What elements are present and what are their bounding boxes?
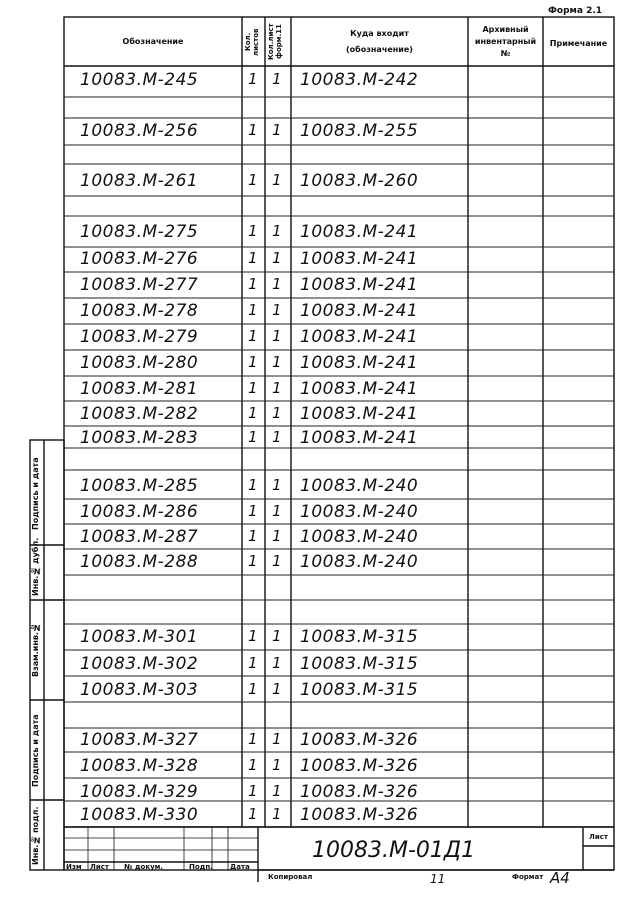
row-sheets: 1: [248, 627, 258, 645]
row-parent: 10083.М-240: [300, 552, 419, 572]
row-parent: 10083.М-241: [300, 327, 419, 347]
row-parent: 10083.М-326: [300, 805, 419, 825]
row-forms: 1: [272, 121, 282, 139]
row-sheets: 1: [248, 476, 258, 494]
row-parent: 10083.М-241: [300, 301, 419, 321]
row-parent: 10083.М-315: [300, 680, 419, 700]
row-forms: 1: [272, 70, 282, 88]
row-parent: 10083.М-326: [300, 756, 419, 776]
row-designation: 10083.М-330: [80, 805, 199, 825]
row-designation: 10083.М-302: [80, 654, 199, 674]
row-sheets: 1: [248, 805, 258, 823]
header-note: Примечание: [549, 39, 608, 48]
row-designation: 10083.М-286: [80, 502, 199, 522]
row-sheets: 1: [248, 121, 258, 139]
stamp-copied-mark: 11: [430, 872, 446, 886]
stamp-change: Изм: [66, 863, 82, 871]
row-forms: 1: [272, 404, 282, 422]
row-designation: 10083.М-329: [80, 782, 199, 802]
row-designation: 10083.М-288: [80, 552, 199, 572]
row-parent: 10083.М-241: [300, 404, 419, 424]
row-designation: 10083.М-281: [80, 379, 199, 399]
row-designation: 10083.М-245: [80, 70, 199, 90]
row-designation: 10083.М-287: [80, 527, 199, 547]
row-parent: 10083.М-260: [300, 171, 419, 191]
side-label-sign-date-2: Подпись и дата: [31, 714, 40, 788]
row-sheets: 1: [248, 327, 258, 345]
row-forms: 1: [272, 476, 282, 494]
row-parent: 10083.М-241: [300, 222, 419, 242]
row-forms: 1: [272, 275, 282, 293]
row-designation: 10083.М-327: [80, 730, 199, 750]
row-designation: 10083.М-301: [80, 627, 199, 647]
row-parent: 10083.М-326: [300, 782, 419, 802]
row-sheets: 1: [248, 552, 258, 570]
row-forms: 1: [272, 756, 282, 774]
row-designation: 10083.М-261: [80, 171, 199, 191]
row-forms: 1: [272, 222, 282, 240]
row-forms: 1: [272, 327, 282, 345]
row-parent: 10083.М-241: [300, 353, 419, 373]
row-sheets: 1: [248, 249, 258, 267]
header-where-used: Куда входит: [350, 29, 409, 38]
stamp-doc-no: № докум.: [124, 863, 164, 871]
row-sheets: 1: [248, 680, 258, 698]
row-designation: 10083.М-275: [80, 222, 199, 242]
row-sheets: 1: [248, 502, 258, 520]
row-forms: 1: [272, 680, 282, 698]
row-sheets: 1: [248, 301, 258, 319]
row-forms: 1: [272, 249, 282, 267]
row-sheets: 1: [248, 527, 258, 545]
row-sheets: 1: [248, 730, 258, 748]
row-forms: 1: [272, 730, 282, 748]
header-archive-3: №: [500, 49, 511, 58]
row-forms: 1: [272, 171, 282, 189]
row-forms: 1: [272, 805, 282, 823]
stamp-sheet-label: Лист: [589, 833, 608, 841]
header-designation: Обозначение: [122, 37, 184, 46]
stamp-date: Дата: [230, 863, 250, 871]
row-parent: 10083.М-315: [300, 627, 419, 647]
row-forms: 1: [272, 627, 282, 645]
row-parent: 10083.М-255: [300, 121, 419, 141]
row-forms: 1: [272, 782, 282, 800]
stamp-format-label: Формат: [512, 873, 544, 881]
row-sheets: 1: [248, 379, 258, 397]
row-designation: 10083.М-303: [80, 680, 199, 700]
row-forms: 1: [272, 527, 282, 545]
row-sheets: 1: [248, 353, 258, 371]
stamp-format-value: А4: [550, 869, 570, 887]
row-sheets: 1: [248, 70, 258, 88]
row-sheets: 1: [248, 222, 258, 240]
row-designation: 10083.М-279: [80, 327, 199, 347]
row-designation: 10083.М-328: [80, 756, 199, 776]
header-format-count: Кол.лист форм.11: [267, 23, 283, 61]
row-sheets: 1: [248, 404, 258, 422]
row-sheets: 1: [248, 654, 258, 672]
row-forms: 1: [272, 379, 282, 397]
row-parent: 10083.М-241: [300, 379, 419, 399]
row-forms: 1: [272, 552, 282, 570]
side-label-replaced-inv: Взам.инв.№: [31, 623, 40, 677]
row-forms: 1: [272, 654, 282, 672]
row-sheets: 1: [248, 428, 258, 446]
row-parent: 10083.М-241: [300, 275, 419, 295]
row-designation: 10083.М-277: [80, 275, 199, 295]
side-label-inv-original: Инв.№ подл.: [31, 806, 40, 866]
row-parent: 10083.М-242: [300, 70, 419, 90]
row-designation: 10083.М-283: [80, 428, 199, 448]
row-forms: 1: [272, 428, 282, 446]
row-parent: 10083.М-240: [300, 502, 419, 522]
row-sheets: 1: [248, 275, 258, 293]
row-parent: 10083.М-241: [300, 249, 419, 269]
row-parent: 10083.М-240: [300, 527, 419, 547]
row-sheets: 1: [248, 756, 258, 774]
form-label: Форма 2.1: [548, 6, 603, 16]
row-designation: 10083.М-282: [80, 404, 199, 424]
row-parent: 10083.М-326: [300, 730, 419, 750]
header-archive-1: Архивный: [482, 25, 529, 34]
row-designation: 10083.М-256: [80, 121, 199, 141]
row-forms: 1: [272, 301, 282, 319]
row-sheets: 1: [248, 782, 258, 800]
row-parent: 10083.М-315: [300, 654, 419, 674]
row-designation: 10083.М-285: [80, 476, 199, 496]
side-label-inv-dup: Инв.№ дубл.: [31, 537, 40, 596]
header-archive-2: инвентарный: [474, 37, 537, 46]
header-sheets-count: Кол. листов: [244, 28, 260, 56]
stamp-sheet: Лист: [90, 863, 109, 871]
row-designation: 10083.М-278: [80, 301, 199, 321]
stamp-doc-designation: 10083.М-01Д1: [312, 838, 476, 863]
row-sheets: 1: [248, 171, 258, 189]
row-parent: 10083.М-240: [300, 476, 419, 496]
row-parent: 10083.М-241: [300, 428, 419, 448]
stamp-copied: Копировал: [268, 873, 313, 881]
row-forms: 1: [272, 502, 282, 520]
row-designation: 10083.М-276: [80, 249, 199, 269]
row-forms: 1: [272, 353, 282, 371]
header-where-used-sub: (обозначение): [346, 45, 413, 54]
stamp-signature: Подп.: [189, 863, 213, 871]
row-designation: 10083.М-280: [80, 353, 199, 373]
side-label-sign-date-1: Подпись и дата: [31, 457, 40, 531]
